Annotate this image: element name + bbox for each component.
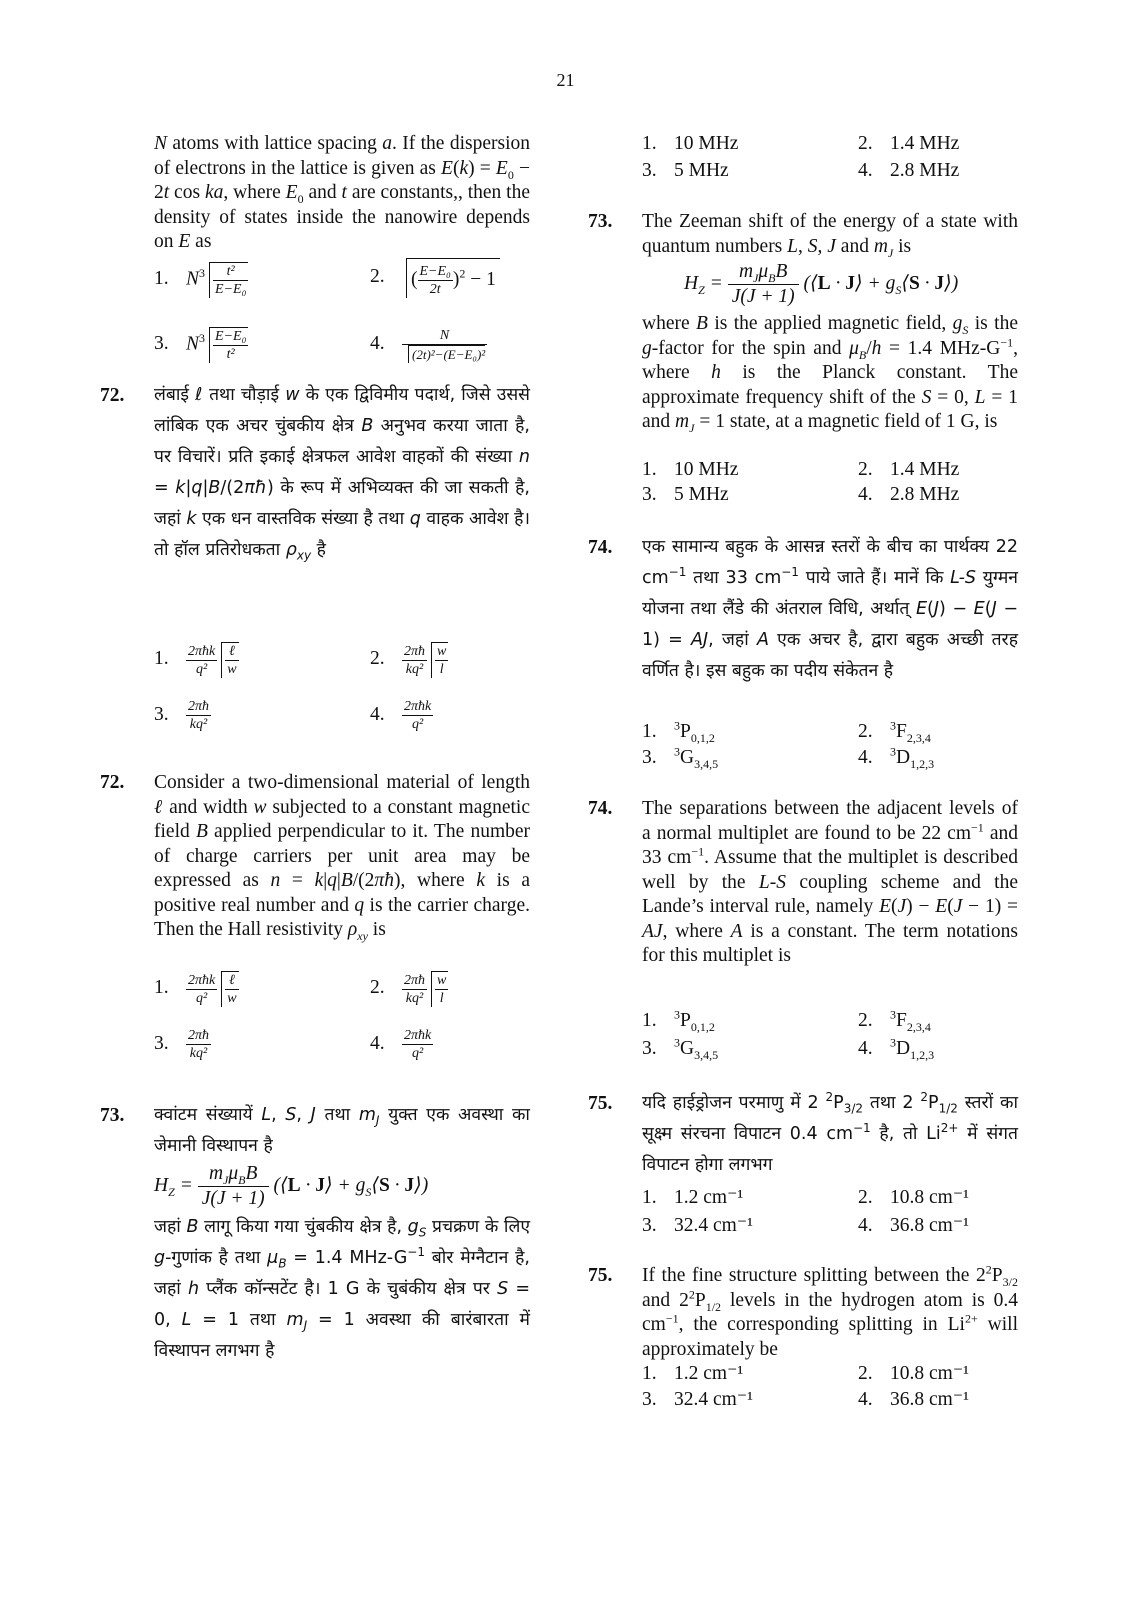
question-71-option-2[interactable]: 2. ( $\frac{\text{E−E₀}}{2t}$ )$^2$ − 1 <box>370 258 500 298</box>
question-75-english-number: 75. <box>588 1265 613 1286</box>
question-72-english-text: Consider a two-dimensional material of length ℓ and width w subjected to a constant magnetic field B applied perpendicular to it. The number of charge carriers per unit area may be expressed as n = k|q|B/(2πħ), where k is a positive real number and q is the carrier charge. Then the Hall resistivity $\rho_{xy}$ is <box>154 772 531 943</box>
question-73-hindi-option-3[interactable]: 3. 5 MHz <box>642 160 729 181</box>
question-72-hindi-option-2[interactable]: 2. $\frac{2\pi ħ}{\text{kq²}}$ $\frac{w}{l}$ <box>370 643 447 677</box>
question-74-hindi-option-1[interactable]: 1. $^3P_{0,1,2}$ <box>642 718 715 745</box>
question-75-hindi-option-4[interactable]: 4. 36.8 cm⁻¹ <box>858 1215 969 1236</box>
question-72-hindi-number: 72. <box>100 385 125 406</box>
question-75-hindi-option-2[interactable]: 2. 10.8 cm⁻¹ <box>858 1187 969 1208</box>
question-75-hindi-text: यदि हाईड्रोजन परमाणु में 2 $^2P_{3/2}$ तथा 2 $^2P_{1/2}$ स्तरों का सूक्ष्म संरचना विपाटन 0.4 $cm^{-1}$ है, तो $Li^{2+}$ में संगत विपाटन होगा लगभग <box>642 1090 1019 1175</box>
question-74-english-option-4[interactable]: 4. $^3D_{1,2,3}$ <box>858 1035 935 1062</box>
question-75-hindi-option-1[interactable]: 1. 1.2 cm⁻¹ <box>642 1187 744 1208</box>
question-72-hindi-text: लंबाई ℓ तथा चौड़ाई w के एक द्विविमीय पदार्थ, जिसे उससे लांबिक एक अचर चुंबकीय क्षेत्र B अनुभव करया जाता है, पर विचारें। प्रति इकाई क्षेत्रफल आवेश वाहकों की संख्या n = k|q|B/(2πħ) के रूप में अभिव्यक्त की जा सकती है, जहां k एक धन वास्तविक संख्या है तथा q वाहक आवेश है। तो हॉल प्रतिरोधकता $\rho_{xy}$ है <box>154 385 531 563</box>
question-75-english-option-3[interactable]: 3. 32.4 cm⁻¹ <box>642 1389 753 1410</box>
question-75-english-text: If the fine structure splitting between the $2^2P_{3/2}$ and $2^2P_{1/2}$ levels in the hydrogen atom is 0.4 $cm^{-1}$, the corresponding splitting in $Li^{2+}$ will approximately be <box>642 1262 1019 1360</box>
question-72-english-option-3[interactable]: 3. $\frac{2\pi ħ}{\text{kq²}}$ <box>154 1028 210 1061</box>
question-74-english-number: 74. <box>588 798 613 819</box>
question-71-option-1[interactable]: 1. $N^3$ $\frac{\text{t²}}{\text{E−E₀}}$ <box>154 264 247 297</box>
page-number: 21 <box>556 70 575 90</box>
question-72-hindi-option-4[interactable]: 4. $\frac{\text{2πħk}}{\text{q²}}$ <box>370 699 432 732</box>
question-75-hindi-number: 75. <box>588 1093 613 1114</box>
question-73-english-option-3[interactable]: 3. 5 MHz <box>642 484 729 505</box>
question-72-hindi-option-1[interactable]: 1. $\frac{\text{2πħk}}{\text{q²}}$ $\frac{\text{ℓ}}{w}$ <box>154 643 237 677</box>
question-73-hindi-option-4[interactable]: 4. 2.8 MHz <box>858 160 960 181</box>
question-73-hindi-text-b: जहां B लागू किया गया चुंबकीय क्षेत्र है, $g_S$ प्रचक्रण के लिए g-गुणांक है तथा $\mu_B = 1.4$ MHz-$G^{-1}$ बोर मेग्नैटान है, जहां h प्लैंक कॉन्सटेंट है। 1 G के चुबंकीय क्षेत्र पर S = 0, L = 1 तथा $m_J = 1$ अवस्था की बारंबारता में विस्थापन लगभग है <box>154 1217 531 1361</box>
question-74-hindi-number: 74. <box>588 537 613 558</box>
question-74-english-option-1[interactable]: 1. $^3P_{0,1,2}$ <box>642 1007 715 1034</box>
question-73-english-option-2[interactable]: 2. 1.4 MHz <box>858 459 960 480</box>
question-72-english-option-4[interactable]: 4. $\frac{\text{2πħk}}{\text{q²}}$ <box>370 1028 432 1061</box>
question-74-english-text: The separations between the adjacent levels of a normal multiplet are found to be 22 $cm^{-1}$ and 33 $cm^{-1}$. Assume that the multiplet is described well by the L-S coupling scheme and the Lande’s interval rule, namely E(J) − E(J − 1) = AJ, where A is a constant. The term notations for this multiplet is <box>642 798 1019 966</box>
question-73-hindi-text-a: क्वांटम संख्यायें L, S, J तथा $m_J$ युक्त एक अवस्था का जेमानी विस्थापन है <box>154 1105 530 1156</box>
question-72-hindi-option-3[interactable]: 3. $\frac{2\pi ħ}{\text{kq²}}$ <box>154 699 210 732</box>
question-74-hindi-option-2[interactable]: 2. $^3F_{2,3,4}$ <box>858 718 931 745</box>
question-75-english-option-2[interactable]: 2. 10.8 cm⁻¹ <box>858 1363 969 1384</box>
question-71-option-3[interactable]: 3. $N^3$ $\frac{\text{E−E₀}}{\text{t²}}$ <box>154 329 247 362</box>
question-73-english-formula: $H_Z$ = $\frac{m_J\mu_BB}{J(J + 1)}$ (⟨L · J⟩ + $g_S⟨S$ · J⟩) <box>684 261 959 307</box>
question-75-english-option-1[interactable]: 1. 1.2 cm⁻¹ <box>642 1363 744 1384</box>
question-72-english-number: 72. <box>100 772 125 793</box>
question-74-hindi-option-4[interactable]: 4. $^3D_{1,2,3}$ <box>858 744 935 771</box>
question-71-text: N atoms with lattice spacing a. If the dispersion of electrons in the lattice is given as $E(k) = E_0 - 2t$ cos ka, where $E_0$ and t are constants,, then the density of states inside the nanowire depends on E as <box>154 133 531 252</box>
question-73-hindi-option-2[interactable]: 2. 1.4 MHz <box>858 133 960 154</box>
question-71-option-4[interactable]: 4. $\frac{N}{\text{(2t)²−(E−E₀)²}}$ <box>370 328 486 362</box>
question-75-english-option-4[interactable]: 4. 36.8 cm⁻¹ <box>858 1389 969 1410</box>
question-74-hindi-text: एक सामान्य बहुक के आसन्न स्तरों के बीच का पार्थक्य 22 $cm^{-1}$ तथा 33 $cm^{-1}$ पाये जाते हैं। मानें कि L-S युग्मन योजना तथा लैंडे की अंतराल विधि, अर्थात् E(J) − E(J − 1) = AJ, जहां A एक अचर है, द्वारा बहुक अच्छी तरह वर्णित है। इस बहुक का पदीय संकेतन है <box>642 537 1018 681</box>
question-73-english-text-b: where B is the applied magnetic field, $g_S$ is the g-factor for the spin and $\mu_B/h = 1.4$ MHz-$G^{-1}$, where h is the Planck constant. The approximate frequency shift of the S = 0, L = 1 and $m_J = 1$ state, at a magnetic field of 1 G, is <box>642 313 1019 435</box>
question-73-english-option-1[interactable]: 1. 10 MHz <box>642 459 739 480</box>
question-73-english-option-4[interactable]: 4. 2.8 MHz <box>858 484 960 505</box>
question-73-hindi-formula: $H_Z$ = $\frac{m_J\mu_BB}{J(J + 1)}$ (⟨L · J⟩ + $g_S⟨S$ · J⟩) <box>154 1163 429 1209</box>
question-75-hindi-option-3[interactable]: 3. 32.4 cm⁻¹ <box>642 1215 753 1236</box>
question-73-hindi-option-1[interactable]: 1. 10 MHz <box>642 133 739 154</box>
question-73-english-text-a: The Zeeman shift of the energy of a state with quantum numbers L, S, J and $m_J$ is <box>642 211 1018 260</box>
question-72-english-option-2[interactable]: 2. $\frac{2\pi ħ}{\text{kq²}}$ $\frac{w}{l}$ <box>370 972 447 1006</box>
question-74-english-option-3[interactable]: 3. $^3G_{3,4,5}$ <box>642 1035 719 1062</box>
question-74-english-option-2[interactable]: 2. $^3F_{2,3,4}$ <box>858 1007 931 1034</box>
question-74-hindi-option-3[interactable]: 3. $^3G_{3,4,5}$ <box>642 744 719 771</box>
question-72-english-option-1[interactable]: 1. $\frac{\text{2πħk}}{\text{q²}}$ $\frac{\text{ℓ}}{w}$ <box>154 972 237 1006</box>
question-73-english-number: 73. <box>588 211 613 232</box>
question-73-hindi-number: 73. <box>100 1105 125 1126</box>
